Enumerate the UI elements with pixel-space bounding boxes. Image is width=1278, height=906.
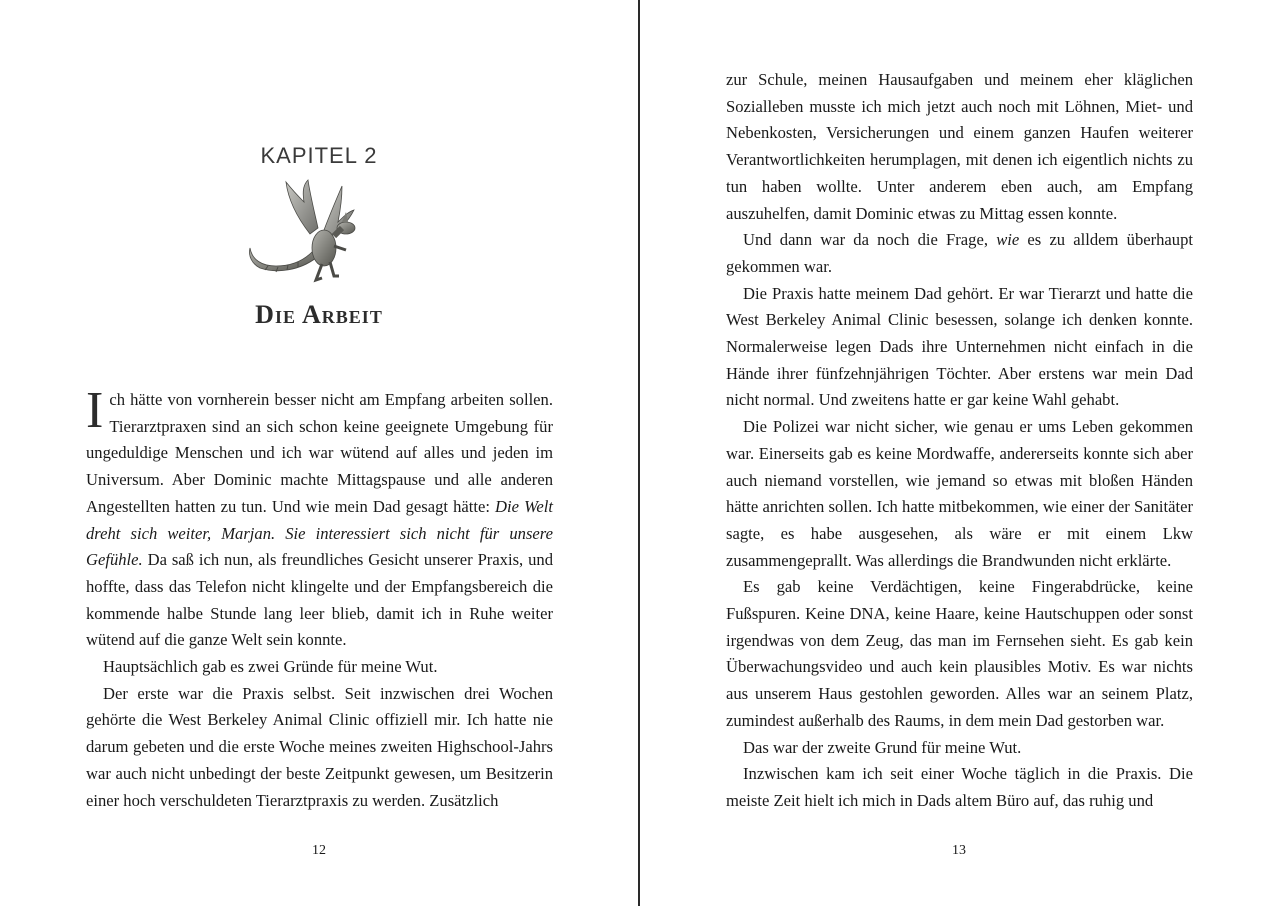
paragraph: Hauptsächlich gab es zwei Gründe für meine Wut. bbox=[103, 657, 438, 677]
paragraph: Inzwischen kam ich seit einer Woche täglich in die Praxis. Die meiste Zeit hielt ich mich in Dads altem Büro auf, das ruhig und bbox=[726, 764, 1193, 810]
paragraph: Das war der zweite Grund für meine Wut. bbox=[743, 737, 1022, 757]
drop-cap: I bbox=[86, 382, 104, 439]
page-number: 13 bbox=[952, 843, 966, 858]
right-page bbox=[640, 0, 1278, 906]
paragraph: Die Praxis hatte meinem Dad gehört. Er war Tierarzt und hatte die West Berkeley Animal Clinic besessen, solange ich denken konnte. Normalerweise legen Dads ihre Unternehmen nicht einfach in die Hände ihrer fünfzehnjährigen Töchter. Aber erstens war mein Dad nicht normal. Und zweitens hatte er gar keine Wahl gehabt. bbox=[726, 283, 1193, 410]
left-page bbox=[0, 0, 638, 906]
page-number: 12 bbox=[312, 843, 326, 858]
paragraph: Es gab keine Verdächtigen, keine Fingerabdrücke, keine Fußspuren. Keine DNA, keine Haare, keine Hautschuppen oder sonst irgendwas von dem Zeug, das man im Fernsehen sieht. Es gab kein Überwachungsvideo und auch kein plausibles Motiv. Es war nichts aus unserem Haus gestohlen geworden. Alles war an seinem Platz, zumindest außerhalb des Raums, in dem mein Dad gestorben war. bbox=[726, 577, 1193, 730]
left-body-text bbox=[86, 382, 553, 814]
paragraph: Der erste war die Praxis selbst. Seit inzwischen drei Wochen gehörte die West Berkeley Animal Clinic offiziell mir. Ich hatte nie darum gebeten und die erste Woche meines zweiten Highschool-Jahrs war auch nicht unbedingt der beste Zeitpunkt gewesen, um Besitzerin einer hoch verschuldeten Tierarztpraxis zu werden. Zusätzlich bbox=[86, 683, 553, 810]
chapter-title: Die Arbeit bbox=[255, 300, 383, 329]
paragraph: Die Polizei war nicht sicher, wie genau er ums Leben gekommen war. Einerseits gab es keine Mordwaffe, andererseits konnte sich aber auch niemand vorstellen, wie jemand so etwas mit bloßen Händen hätte anrichten sollen. Ich hatte mitbekommen, wie einer der Sanitäter sagte, es habe ausgesehen, als wäre er mit einem Lkw zusammengeprallt. Was allerdings die Brandwunden nicht erklärte. bbox=[726, 417, 1193, 570]
dragon-illustration bbox=[238, 176, 372, 298]
paragraph: Ich hätte von vornherein besser nicht am Empfang arbeiten sollen. Tierarztpraxen sind an sich schon keine geeignete Umgebung für ungeduldige Menschen und ich war wütend auf alles und jeden im Universum. Aber Dominic machte Mittagspause und alle anderen Angestellten hatten zu tun. Und wie mein Dad gesagt hätte: Die Welt dreht sich weiter, Marjan. Sie interessiert sich nicht für unsere Gefühle. Da saß ich nun, als freundliches Gesicht unserer Praxis, und hoffte, dass das Telefon nicht klingelte und der Empfangsbereich die kommende halbe Stunde lang leer blieb, damit ich in Ruhe weiter wütend auf die ganze Welt sein konnte. bbox=[86, 382, 553, 650]
chapter-label: KAPITEL 2 bbox=[260, 143, 378, 168]
paragraph: Und dann war da noch die Frage, wie es zu alldem überhaupt gekommen war. bbox=[726, 230, 1193, 276]
paragraph: zur Schule, meinen Hausaufgaben und meinem eher kläglichen Sozialleben musste ich mich jetzt auch noch mit Löhnen, Miet- und Nebenkosten, Versicherungen und einem ganzen Haufen weiterer Verantwortlichkeiten herumplagen, mit denen ich eigentlich nichts zu tun haben wollte. Unter anderem eben auch, am Empfang auszuhelfen, damit Dominic etwas zu Mittag essen konnte. bbox=[726, 70, 1193, 223]
right-body-text bbox=[726, 67, 1193, 815]
